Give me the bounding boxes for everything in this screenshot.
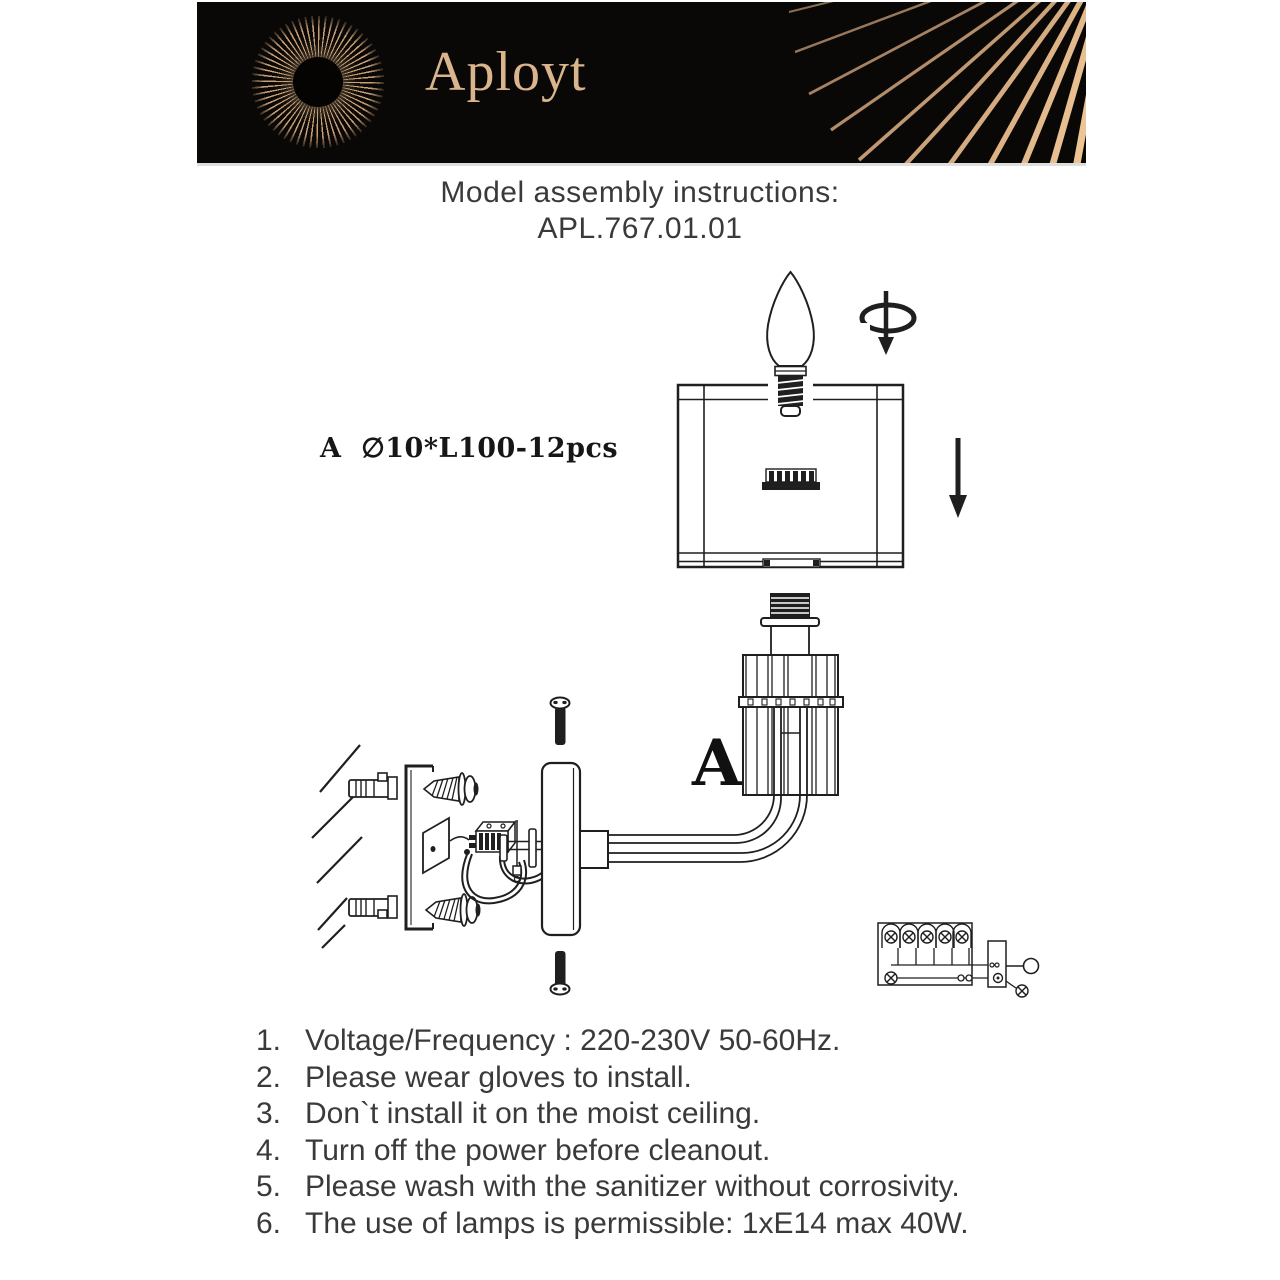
instruction-number: 3. [256,1097,282,1131]
instruction-text: Please wear gloves to install. [305,1060,692,1094]
socket-glass-drawing [739,593,843,795]
junction-wiring-drawing [423,818,553,903]
part-a-label: A [692,726,742,801]
instruction-number: 1. [256,1024,282,1057]
instruction-item [256,1096,1116,1133]
screw-spec-label: A ∅10*L100-12pcs [320,433,619,464]
mount-screw-top [424,773,479,805]
decorative-rays [197,2,1086,163]
instruction-item [256,1133,1116,1170]
instruction-number: 2. [256,1060,282,1094]
bulb-drawing [767,272,814,416]
instruction-item [256,1060,1116,1097]
assembly-diagram [0,250,1280,1020]
instruction-item [256,1169,1116,1206]
model-code: APL.767.01.01 [537,212,743,245]
backplate-drawing [542,763,608,935]
wiring-schematic-drawing [878,923,1039,997]
brand-header [197,2,1086,163]
instruction-text: Turn off the power before cleanout. [305,1133,771,1167]
canopy-screw-bottom [551,951,570,995]
canopy-screw-top [551,698,570,746]
instruction-number: 5. [256,1170,282,1204]
instruction-list [256,1023,1116,1243]
instruction-item [256,1023,1116,1060]
instruction-number: 6. [256,1206,282,1240]
arm-drawing [608,708,807,862]
wall-anchor-bottom [349,896,397,918]
instruction-text: Don`t install it on the moist ceiling. [305,1097,761,1131]
instruction-item [256,1206,1116,1243]
wall-hatch-drawing [312,745,362,948]
instruction-number: 4. [256,1133,282,1167]
brand-name: Aployt [425,41,587,103]
instruction-text: The use of lamps is permissible: 1xE14 max 40W. [305,1206,969,1240]
rotate-direction-icon [858,291,914,355]
wall-anchor-top [349,773,397,799]
sheet-title: Model assembly instructions: [440,176,840,209]
down-arrow-icon [949,438,967,518]
instruction-text: Voltage/Frequency : 220-230V 50-60Hz. [305,1024,841,1057]
instruction-text: Please wash with the sanitizer without corrosivity. [305,1170,960,1204]
